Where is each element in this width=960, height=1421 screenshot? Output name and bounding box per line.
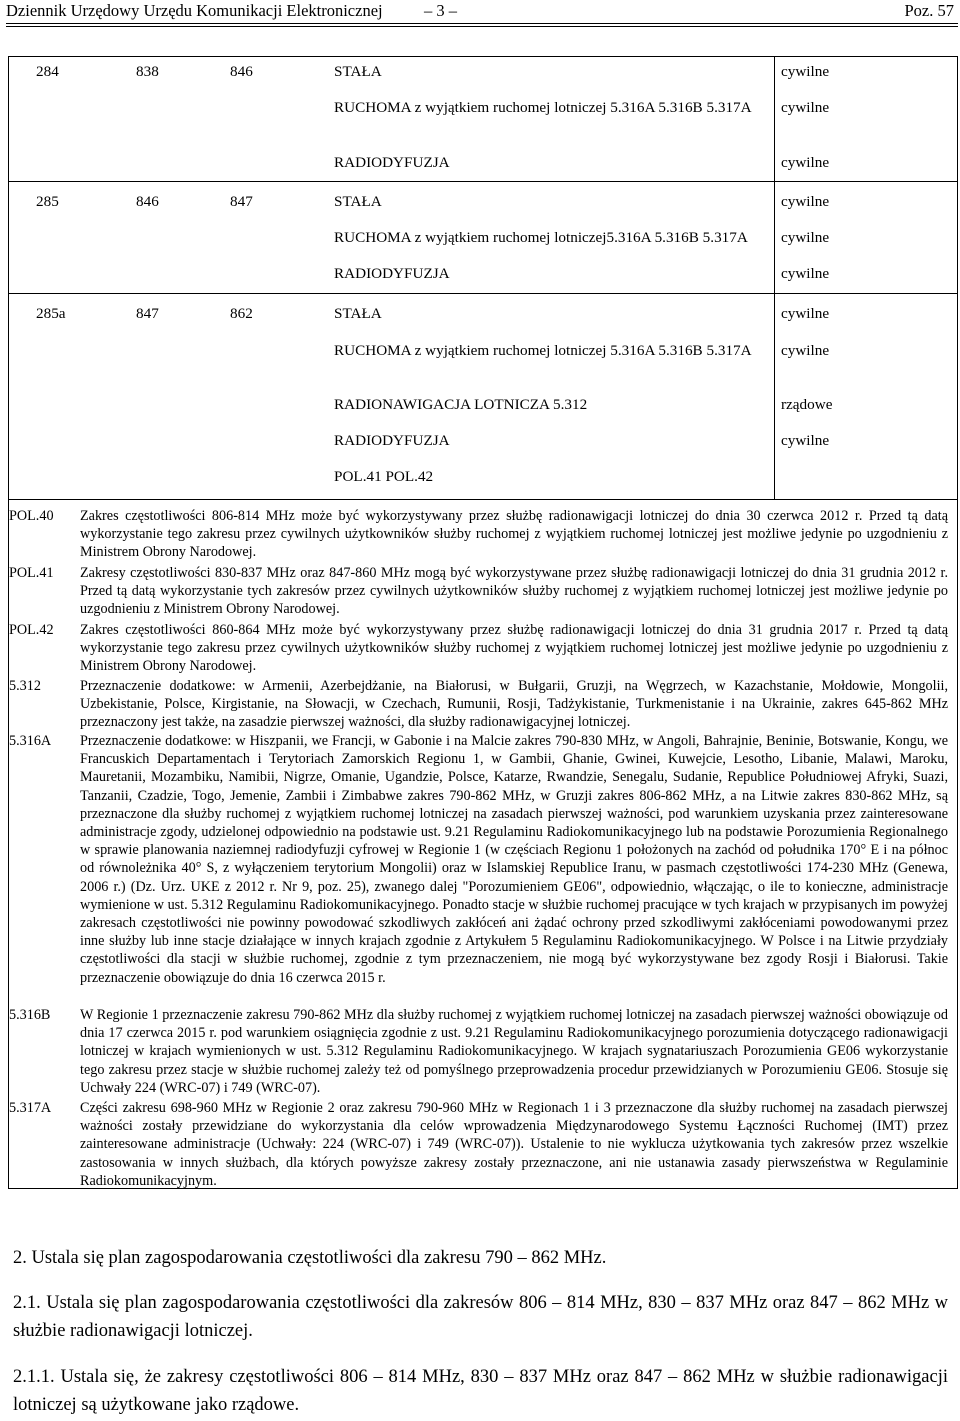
section-paragraph-2-1-1: 2.1.1. Ustala się, że zakresy częstotliwości 806 – 814 MHz, 830 – 837 MHz oraz 847 – 862 MHz w służbie radionawigacji lotniczej są użytkowane jako rządowe. — [13, 1367, 948, 1415]
freq-from: 838 — [136, 63, 159, 80]
footnote-references: POL.41 POL.42 — [334, 468, 434, 485]
section-paragraph-2: 2. Ustala się plan zagospodarowania częstotliwości dla zakresu 790 – 862 MHz. — [13, 1248, 607, 1268]
service-name: RADIODYFUZJA — [334, 154, 450, 171]
position-number: Poz. 57 — [904, 1, 954, 20]
service-category: cywilne — [781, 154, 830, 171]
page-number: – 3 – — [424, 1, 457, 20]
freq-from: 847 — [136, 305, 159, 322]
service-name: STAŁA — [334, 63, 382, 80]
header-rule — [6, 23, 958, 24]
footnote-text: Przeznaczenie dodatkowe: w Armenii, Azerbejdżanie, na Białorusi, w Bułgarii, Gruzji, na Węgrzech, w Kazachstanie, Mołdowie, Mongolii, Uzbekistanie, Polsce, Kirgistanie, na Słowacji, w Czechach, Rumunii, Rosji, Tadżykistanie, Turkmenistanie i na Ukrainie, zakres 645-862 MHz przeznaczony jest także, na zasadzie pierwszej ważności, dla służby radionawigacyjnej lotniczej. — [80, 678, 948, 731]
footnote-label: 5.317A — [9, 1100, 52, 1116]
service-name: RADIONAWIGACJA LOTNICZA 5.312 — [334, 396, 588, 413]
service-category: cywilne — [781, 63, 830, 80]
footnote-label: 5.316A — [9, 733, 52, 749]
footnote-text: Przeznaczenie dodatkowe: w Hiszpanii, we Francji, w Gabonie i na Malcie zakres 790-830 MHz, w Angoli, Bahrajnie, Beninie, Botswanie, Kongu, we Francuskich Departamentach i Terytoriach Zamorskich Regionu 1, w Gambii, Ghanie, Gwinei, Kuwejcie, Lesotho, Libanie, Malawi, Maroku, Mauretanii, Mozambiku, Namibii, Nigrze, Omanie, Ugandzie, Polsce, Katarze, Rwandzie, Senegalu, Sudanie, Republice Południowej Afryki, Suazi, Tanzanii, Czadzie, Togo, Jemenie, Zambii i Zimbabwe zakres 790-862 MHz, w Gruzji zakres 806-862 MHz, a na Litwie zakres 830-862 MHz, są przeznaczone dla służby ruchomej z wyjątkiem ruchomej lotniczej na zasadach pierwszej ważności, pod warunkiem uzyskania przez zainteresowane administracje zgody, udzielonej odpowiednio na podstawie ust. 9.21 Regulaminu Radiokomunikacyjnego lub na podstawie Porozumienia Regionalnego w sprawie planowania naziemnej radiodyfuzji cyfrowej w Regionie 1 (w częściach Regionu 1 położonych na zachód od południka 170° E i na północ od równoleżnika 40° S, z wyłączeniem terytorium Mongolii) oraz w Islamskiej Republice Iranu, w pasmach częstotliwości 174-230 MHz (Genewa, 2006 r.) (Dz. Urz. UKE z 2012 r. Nr 9, poz. 25), zwanego dalej "Porozumieniem GE06", odpowiednio, włączając, o ile to konieczne, administracje wymienione w ust. 5.312 Regulaminu Radiokomunikacyjnego. Ponadto stacje w służbie ruchomej pracujące w tych krajach w przypisanych im powyżej zakresach częstotliwości nie powinny powodować szkodliwych zakłóceń ani żądać ochrony przed szkodliwymi zakłóceniami powodowanymi przez inne służby lub inne stacje działające w innych krajach zgodnie z Artykułem 5 Regulaminu Radiokomunikacyjnego. W Polsce i na Litwie przydziały częstotliwości dla stacji w służbie ruchomej, zgodnie z tym przeznaczeniem, nie mogą być wykorzystywane bez zgody Rosji i Białorusi. Takie przeznaczenie obowiązuje do dnia 16 czerwca 2015 r. — [80, 733, 948, 986]
service-category: rządowe — [781, 396, 833, 413]
header-rule-double — [6, 26, 958, 27]
freq-to: 846 — [230, 63, 253, 80]
footnote-text: W Regionie 1 przeznaczenie zakresu 790-862 MHz dla służby ruchomej z wyjątkiem ruchomej lotniczej na zasadach pierwszej ważności obowiązuje od dnia 17 czerwca 2015 r. pod warunkiem osiągnięcia zgodnie z ust. 9.21 Regulaminu Radiokomunikacyjnego porozumienia dotyczącego radionawigacji lotniczej w krajach wymienionych w ust. 5.312 Regulaminu Radiokomunikacyjnego. W krajach sygnatariuszach Porozumienia GE06 wykorzystanie tego zakresu przez stacje w służbie ruchomej zależy też od pomyślnego przeprowadzenia procedur przewidzianych w Porozumieniu GE06. Stosuje się Uchwały 224 (WRC-07) i 749 (WRC-07). — [80, 1007, 948, 1096]
footnote-text: Zakres częstotliwości 806-814 MHz może być wykorzystywany przez służbę radionawigacji lotniczej do dnia 30 czerwca 2012 r. Przed tą datą wykorzystanie tego zakresu przez cywilnych użytkowników służby ruchomej z wyjątkiem ruchomej lotniczej jest możliwe jedynie po uzgodnieniu z Ministrem Obrony Narodowej. — [80, 508, 948, 561]
footnote-text: Części zakresu 698-960 MHz w Regionie 2 oraz zakresu 790-960 MHz w Regionach 1 i 3 przeznaczone dla służby ruchomej na zasadach pierwszej ważności zostały przewidziane do wykorzystania dla celów wprowadzenia Międzynarodowego Systemu Łączności Ruchomej (IMT) przez zainteresowane administracje (Uchwały: 224 (WRC-07) i 749 (WRC-07)). Ustalenie to nie wyklucza użytkowania tych zakresów przez wszelkie zastosowania w innych służbach, dla których powyższe zakresy zostały przeznaczone, ani nie ustanawia zasady pierwszeństwa w Regulaminie Radiokomunikacyjnym. — [80, 1100, 948, 1189]
service-category: cywilne — [781, 305, 830, 322]
footnote-label: POL.40 — [9, 508, 54, 524]
category-column-divider — [774, 57, 775, 499]
page-header — [6, 0, 954, 22]
service-category: cywilne — [781, 193, 830, 210]
service-category: cywilne — [781, 229, 830, 246]
row-number: 284 — [36, 63, 59, 80]
service-name: RUCHOMA z wyjątkiem ruchomej lotniczej 5.316A 5.316B 5.317A — [334, 342, 752, 359]
row-divider — [9, 181, 957, 182]
footnote-label: 5.316B — [9, 1007, 51, 1023]
freq-to: 847 — [230, 193, 253, 210]
footnote-text: Zakres częstotliwości 860-864 MHz może być wykorzystywany przez służbę radionawigacji lotniczej do dnia 31 grudnia 2017 r. Przed tą datą wykorzystanie tego zakresu przez cywilnych użytkowników służby ruchomej z wyjątkiem ruchomej lotniczej jest możliwe jedynie po uzgodnieniu z Ministrem Obrony Narodowej. — [80, 622, 948, 675]
service-name: STAŁA — [334, 305, 382, 322]
footnote-text: Zakresy częstotliwości 830-837 MHz oraz 847-860 MHz mogą być wykorzystywane przez służbę radionawigacji lotniczej do dnia 31 grudnia 2012 r. Przed tą datą wykorzystanie tych zakresów przez cywilnych użytkowników służby ruchomej z wyjątkiem ruchomej lotniczej jest możliwe jedynie po uzgodnieniu z Ministrem Obrony Narodowej. — [80, 565, 948, 618]
service-name: RUCHOMA z wyjątkiem ruchomej lotniczej 5.316A 5.316B 5.317A — [334, 99, 752, 116]
footnote-label: 5.312 — [9, 678, 41, 694]
service-name: RADIODYFUZJA — [334, 432, 450, 449]
row-number: 285a — [36, 305, 66, 322]
footnote-label: POL.42 — [9, 622, 54, 638]
service-category: cywilne — [781, 342, 830, 359]
row-divider — [9, 293, 957, 294]
service-category: cywilne — [781, 432, 830, 449]
frequency-table — [8, 56, 958, 1189]
service-category: cywilne — [781, 99, 830, 116]
table-footnote-divider — [9, 499, 957, 500]
section-paragraph-2-1: 2.1. Ustala się plan zagospodarowania częstotliwości dla zakresów 806 – 814 MHz, 830 – 837 MHz oraz 847 – 862 MHz w służbie radionawigacji lotniczej. — [13, 1293, 948, 1341]
freq-to: 862 — [230, 305, 253, 322]
service-name: RADIODYFUZJA — [334, 265, 450, 282]
footnote-label: POL.41 — [9, 565, 54, 581]
service-name: RUCHOMA z wyjątkiem ruchomej lotniczej5.316A 5.316B 5.317A — [334, 229, 748, 246]
row-number: 285 — [36, 193, 59, 210]
freq-from: 846 — [136, 193, 159, 210]
service-name: STAŁA — [334, 193, 382, 210]
service-category: cywilne — [781, 265, 830, 282]
journal-title: Dziennik Urzędowy Urzędu Komunikacji Elektronicznej — [6, 1, 383, 20]
